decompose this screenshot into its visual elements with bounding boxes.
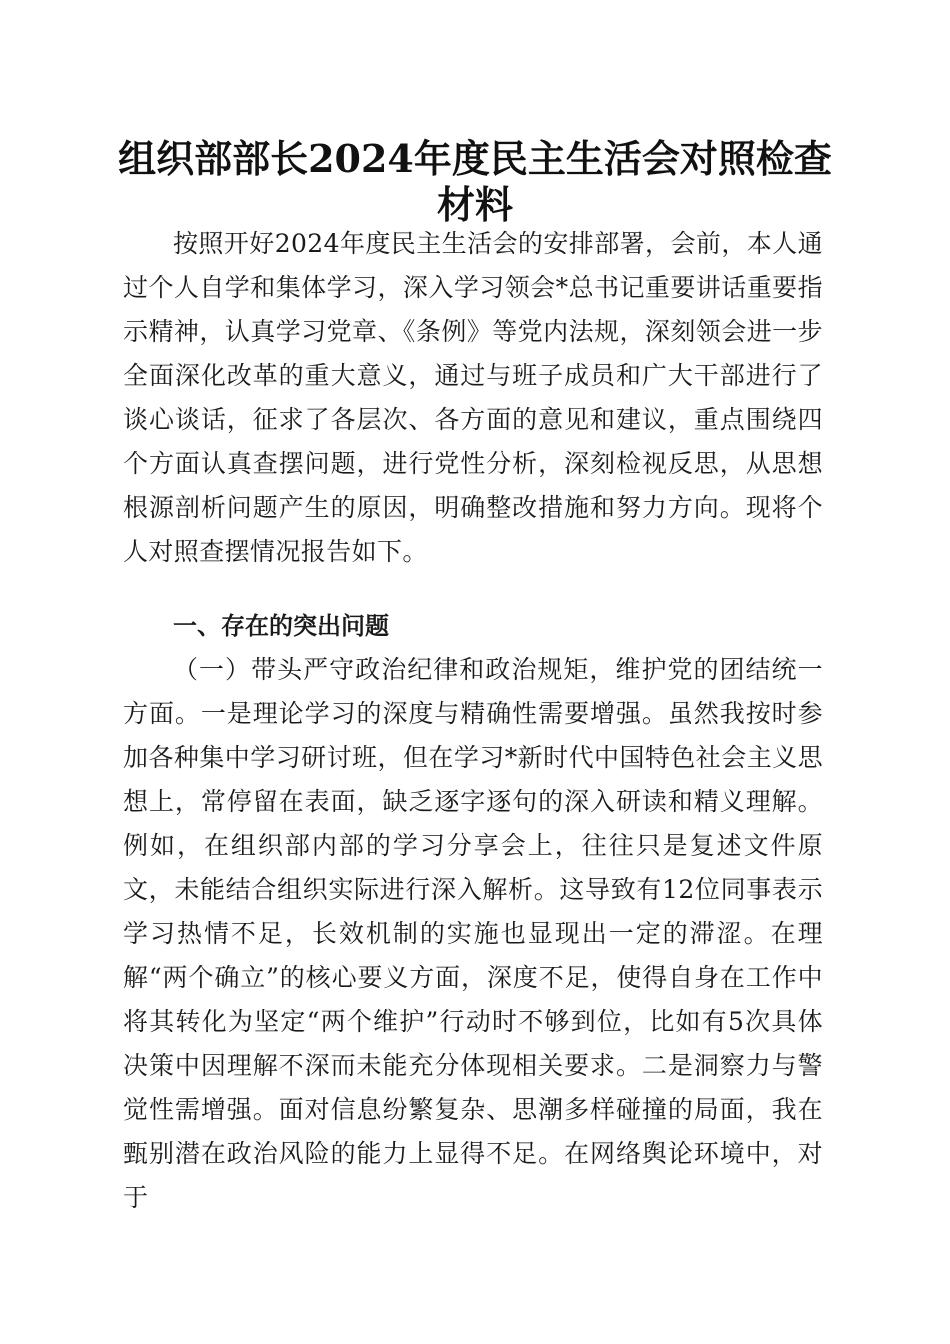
body-paragraph: （一）带头严守政治纪律和政治规矩，维护党的团结统一方面。一是理论学习的深度与精确性需要增强。虽然我按时参加各种集中学习研讨班，但在学习*新时代中国特色社会主义思想上，常停留在表面，缺乏逐字逐句的深入研读和精义理解。例如，在组织部内部的学习分享会上，往往只是复述文件原文，未能结合组织实际进行深入解析。这导致有12位同事表示学习热情不足，长效机制的实施也显现出一定的滞涩。在理解“两个确立”的核心要义方面，深度不足，使得自身在工作中将其转化为坚定“两个维护”行动时不够到位，比如有5次具体决策中因理解不深而未能充分体现相关要求。二是洞察力与警觉性需增强。面对信息纷繁复杂、思潮多样碰撞的局面，我在甄别潜在政治风险的能力上显得不足。在网络舆论环境中，对于 (123, 655, 823, 1212)
intro-paragraph: 按照开好2024年度民主生活会的安排部署，会前，本人通过个人自学和集体学习，深入学习领会*总书记重要讲话重要指示精神，认真学习党章、《条例》等党内法规，深刻领会进一步全面深化改革的重大意义，通过与班子成员和广大干部进行了谈心谈话，征求了各层次、各方面的意见和建议，重点围绕四个方面认真查摆问题，进行党性分析，深刻检视反思，从思想根源剖析问题产生的原因，明确整改措施和努力方向。现将个人对照查摆情况报告如下。 (123, 229, 823, 566)
section-heading: 一、存在的突出问题 (173, 612, 389, 640)
document-title: 组织部部长2024年度民主生活会对照检查材料 (118, 136, 832, 227)
